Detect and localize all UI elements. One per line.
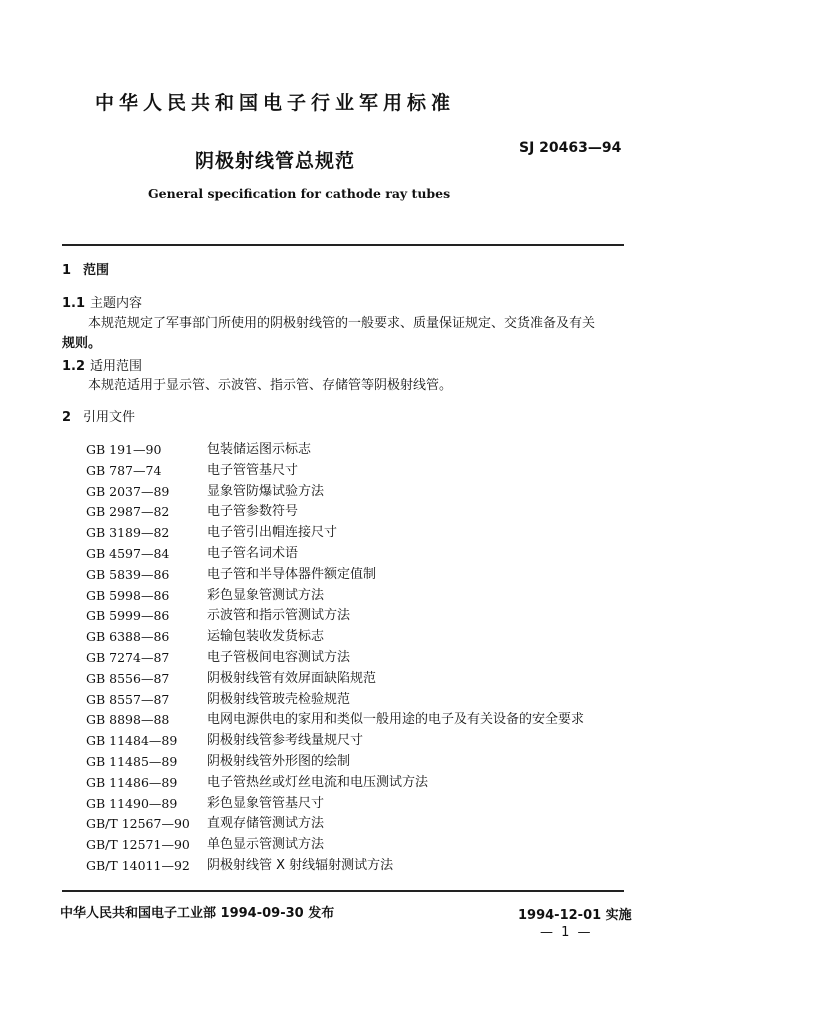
section-1-1-text-line-1: 本规范规定了军事部门所使用的阴极射线管的一般要求、质量保证规定、交货准备及有关 [88, 316, 596, 331]
section-1-2-text: 本规范适用于显示管、示波管、指示管、存储管等阴极射线管。 [88, 378, 453, 393]
section-number: 1.1 [62, 296, 86, 311]
reference-row [86, 523, 646, 544]
reference-name: 直观存储管测试方法 [207, 816, 325, 832]
reference-name: 电子管引出帽连接尺寸 [207, 525, 338, 541]
reference-name: 电子管极间电容测试方法 [207, 649, 351, 665]
reference-name: 运输包装收发货标志 [207, 629, 325, 645]
issuer-line: 中华人民共和国电子工业部 1994-09-30 发布 [60, 906, 335, 921]
reference-row [86, 773, 646, 794]
section-1-1-text-line-2: 规则。 [62, 336, 102, 351]
reference-code: GB 5998—86 [86, 587, 170, 603]
implementation-date: 1994-12-01 实施 [518, 908, 632, 923]
reference-row [86, 440, 646, 461]
page-number: — 1 — [540, 925, 593, 940]
reference-code: GB 6388—86 [86, 629, 170, 645]
reference-code: GB 8556—87 [86, 670, 170, 686]
reference-code: GB 11485—89 [86, 753, 178, 769]
reference-name: 阴极射线管外形图的绘制 [207, 753, 351, 769]
reference-code: GB/T 12567—90 [86, 816, 190, 832]
reference-row [86, 690, 646, 711]
reference-row [86, 710, 646, 731]
reference-name: 彩色显象管管基尺寸 [207, 795, 325, 811]
reference-code: GB 191—90 [86, 442, 162, 457]
reference-row [86, 461, 646, 482]
section-title: 引用文件 [83, 410, 136, 425]
reference-code: GB 5999—86 [86, 608, 170, 624]
reference-row [86, 856, 646, 877]
standard-number: SJ 20463—94 [519, 140, 622, 156]
reference-row [86, 794, 646, 815]
reference-name: 阴极射线管参考线量规尺寸 [207, 733, 364, 749]
reference-name: 电子管和半导体器件额定值制 [207, 566, 377, 582]
reference-name: 示波管和指示管测试方法 [207, 608, 351, 624]
section-1-heading [62, 259, 109, 278]
reference-name: 阴极射线管玻壳检验规范 [207, 691, 351, 707]
reference-name: 包装储运图示标志 [207, 442, 312, 457]
reference-name: 电网电源供电的家用和类似一般用途的电子及有关设备的安全要求 [207, 712, 585, 728]
reference-name: 电子管名词术语 [207, 545, 299, 561]
reference-row [86, 502, 646, 523]
reference-code: GB 4597—84 [86, 545, 170, 561]
reference-row [86, 669, 646, 690]
reference-name: 电子管管基尺寸 [207, 462, 299, 478]
reference-name: 单色显示管测试方法 [207, 837, 325, 853]
reference-name: 彩色显象管测试方法 [207, 587, 325, 603]
document-title: 阴极射线管总规范 [195, 150, 356, 172]
reference-row [86, 835, 646, 856]
reference-code: GB 11486—89 [86, 774, 178, 790]
reference-code: GB 7274—87 [86, 649, 170, 665]
reference-code: GB 787—74 [86, 462, 162, 478]
reference-row [86, 814, 646, 835]
reference-row [86, 752, 646, 773]
reference-row [86, 586, 646, 607]
reference-code: GB 2987—82 [86, 504, 170, 520]
reference-code: GB 3189—82 [86, 525, 170, 541]
section-number: 1 [62, 263, 72, 278]
reference-code: GB 11484—89 [86, 733, 178, 749]
reference-row [86, 731, 646, 752]
reference-row [86, 565, 646, 586]
section-title: 范围 [83, 263, 110, 278]
section-2-heading [62, 406, 135, 425]
footer-divider [62, 890, 624, 892]
section-number: 1.2 [62, 359, 86, 374]
reference-list [86, 440, 646, 877]
reference-row [86, 648, 646, 669]
section-title: 适用范围 [90, 359, 143, 374]
reference-row [86, 627, 646, 648]
reference-code: GB/T 14011—92 [86, 857, 190, 873]
section-title: 主题内容 [90, 296, 143, 311]
reference-name: 阴极射线管有效屏面缺陷规范 [207, 670, 377, 686]
reference-row [86, 482, 646, 503]
reference-code: GB/T 12571—90 [86, 837, 190, 853]
reference-name: 电子管参数符号 [207, 504, 299, 520]
document-title-english: General specification for cathode ray tubes [148, 186, 451, 201]
standard-body-heading: 中华人民共和国电子行业军用标准 [95, 92, 456, 114]
section-number: 2 [62, 410, 72, 425]
header-divider [62, 244, 624, 246]
reference-name: 阴极射线管 X 射线辐射测试方法 [207, 857, 394, 873]
reference-code: GB 5839—86 [86, 566, 170, 582]
reference-code: GB 2037—89 [86, 483, 170, 499]
section-1-1-heading [62, 292, 142, 311]
reference-name: 显象管防爆试验方法 [207, 483, 325, 499]
reference-row [86, 606, 646, 627]
reference-code: GB 8898—88 [86, 712, 170, 728]
reference-code: GB 8557—87 [86, 691, 170, 707]
section-1-2-heading [62, 355, 142, 374]
reference-code: GB 11490—89 [86, 795, 178, 811]
reference-row [86, 544, 646, 565]
reference-name: 电子管热丝或灯丝电流和电压测试方法 [207, 774, 429, 790]
